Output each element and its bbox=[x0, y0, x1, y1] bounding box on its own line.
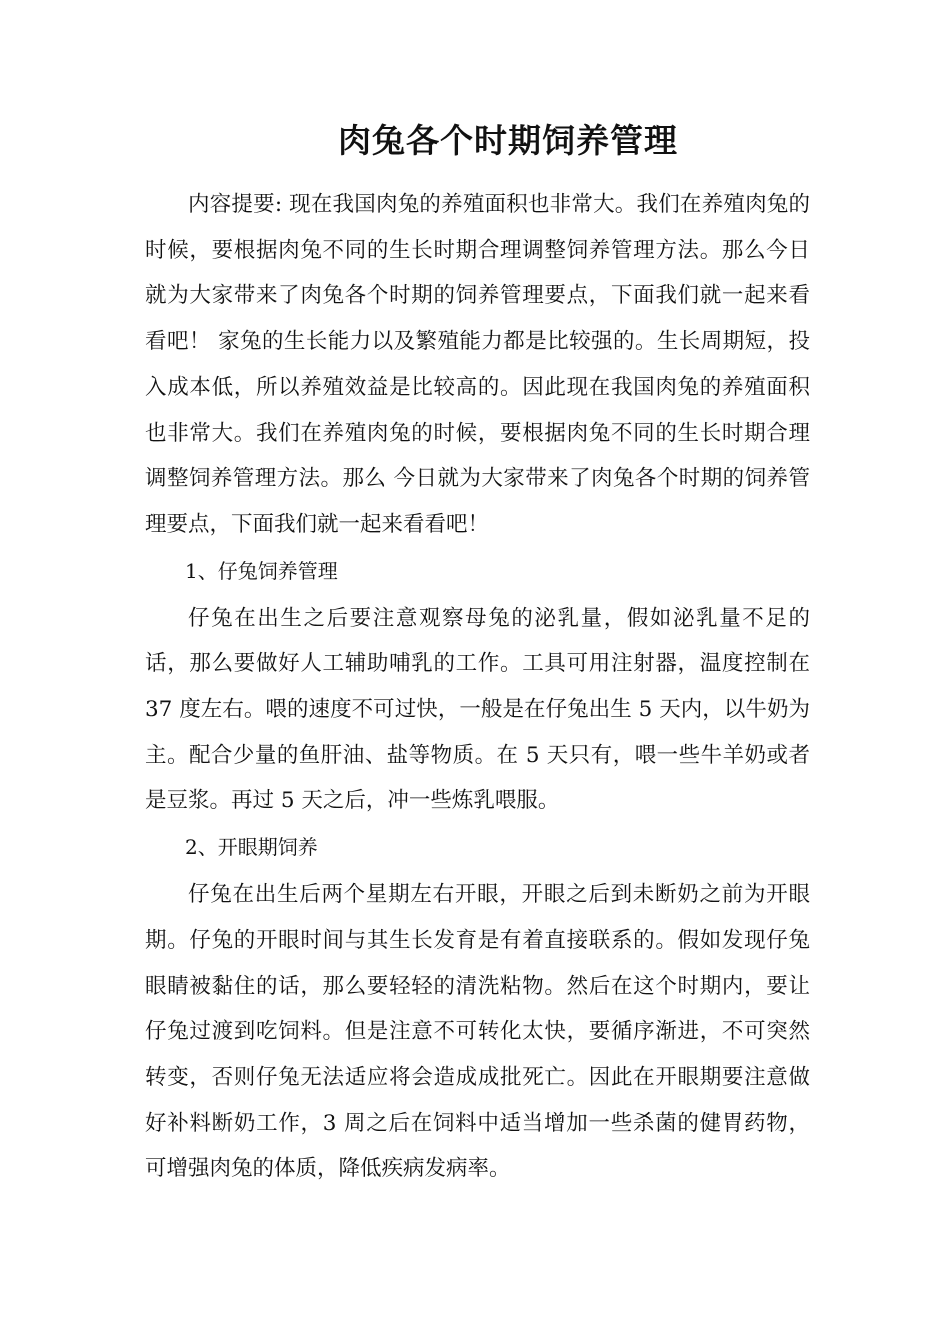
section-paragraph-2: 仔兔在出生后两个星期左右开眼，开眼之后到未断奶之前为开眼期。仔兔的开眼时间与其生长发育是有着直接联系的。假如发现仔兔眼睛被黏住的话，那么要轻轻的清洗粘物。然后在这个时期内，要让仔兔过渡到吃饲料。但是注意不可转化太快，要循序渐进，不可突然转变，否则仔兔无法适应将会造成成批死亡。因此在开眼期要注意做好补料断奶工作，3 周之后在饲料中适当增加一些杀菌的健胃药物，可增强肉兔的体质，降低疾病发病率。 bbox=[145, 882, 810, 1182]
document-body bbox=[145, 182, 810, 1192]
intro-paragraph: 内容提要: 现在我国肉兔的养殖面积也非常大。我们在养殖肉兔的时候，要根据肉兔不同的生长时期合理调整饲养管理方法。那么今日就为大家带来了肉兔各个时期的饲养管理要点，下面我们就一起来看看吧！ 家兔的生长能力以及繁殖能力都是比较强的。生长周期短，投入成本低，所以养殖效益是比较高的。因此现在我国肉兔的养殖面积也非常大。我们在养殖肉兔的时候，要根据肉兔不同的生长时期合理调整饲养管理方法。那么 今日就为大家带来了肉兔各个时期的饲养管理要点，下面我们就一起来看看吧！ bbox=[145, 192, 810, 537]
section-heading-1: 1、仔兔饲养管理 bbox=[185, 558, 338, 583]
section-heading-2: 2、开眼期饲养 bbox=[185, 835, 318, 860]
section-paragraph-1: 仔兔在出生之后要注意观察母兔的泌乳量，假如泌乳量不足的话，那么要做好人工辅助哺乳的工作。工具可用注射器，温度控制在 37 度左右。喂的速度不可过快，一般是在仔兔出生 5 天内，以牛奶为主。配合少量的鱼肝油、盐等物质。在 5 天只有，喂一些牛羊奶或者是豆浆。再过 5 天之后，冲一些炼乳喂服。 bbox=[145, 605, 810, 814]
document-title: 肉兔各个时期饲养管理 bbox=[338, 121, 678, 160]
